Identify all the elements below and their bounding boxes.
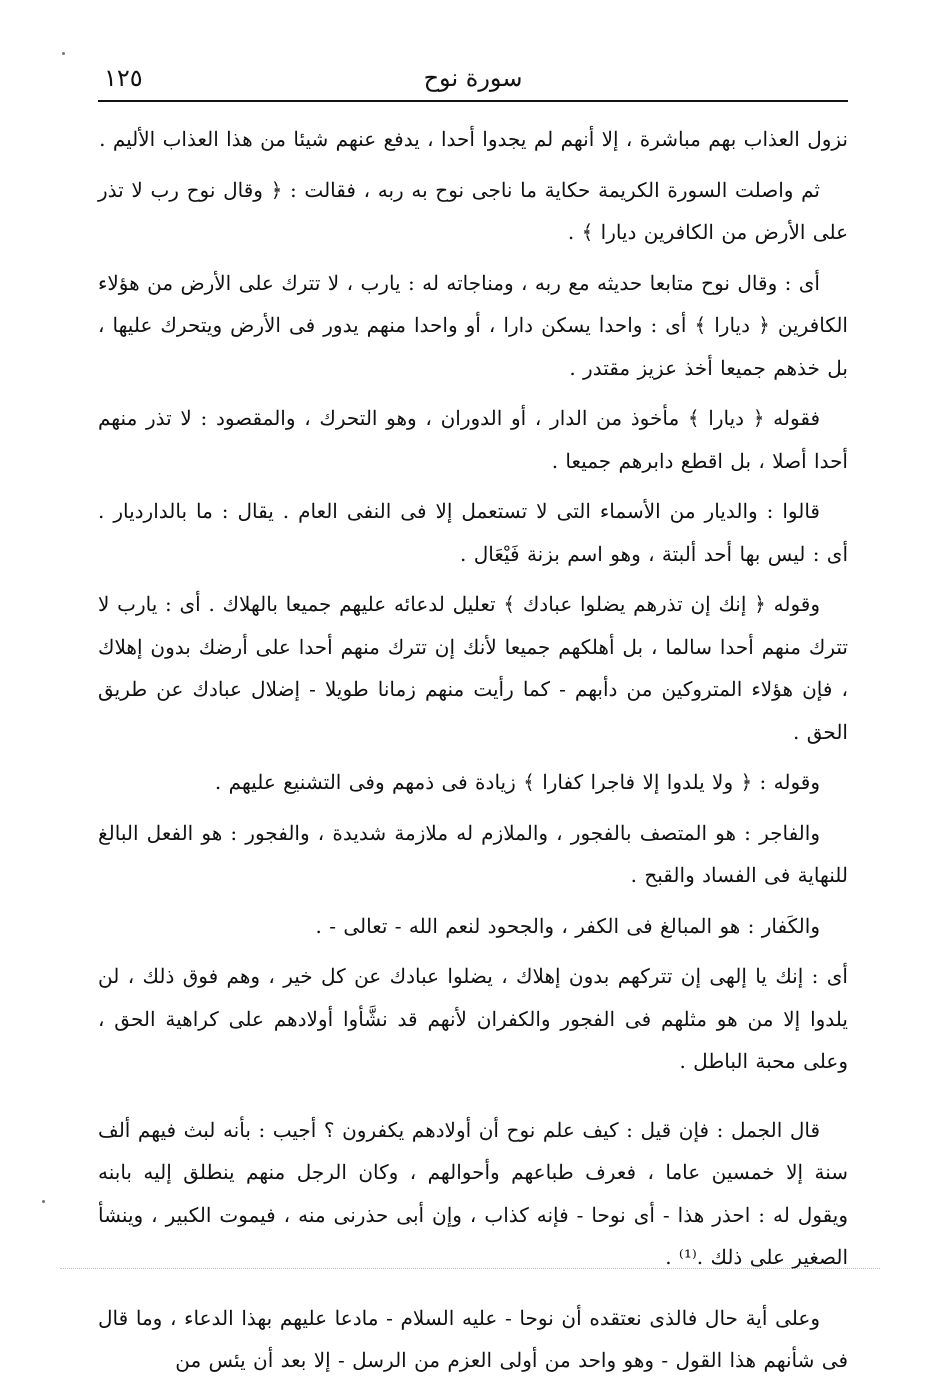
paragraph: أى : إنك يا إلهى إن تتركهم بدون إهلاك ، يضلوا عبادك عن كل خير ، وهم فوق ذلك ، لن يلدوا إلا من هو مثلهم فى الفجور والكفران لأنهم قد نشَّأوا أولادهم على كراهية الحق ، وعلى محبة الباطل . — [98, 964, 848, 1073]
paragraph: وقوله ﴿ إنك إن تذرهم يضلوا عبادك ﴾ تعليل لدعائه عليهم جميعا بالهلاك . أى : يارب لا تترك منهم أحدا سالما ، بل أهلكهم جميعا لأنك إن تترك منهم أحدا على أرضك بدون إهلاك ، فإن هؤلاء المتروكين من دأبهم - كما رأيت منهم زمانا طويلا - إضلال عبادك عن طريق الحق . — [98, 592, 848, 744]
scan-speck — [42, 1200, 45, 1203]
page-number: ١٢٥ — [104, 64, 143, 92]
paragraph: ثم واصلت السورة الكريمة حكاية ما ناجى نوح به ربه ، فقالت : ﴿ وقال نوح رب لا تذر على الأرض من الكافرين ديارا ﴾ . — [98, 177, 848, 244]
paragraph: وقوله : ﴿ ولا يلدوا إلا فاجرا كفارا ﴾ زيادة فى ذمهم وفى التشنيع عليهم . — [214, 770, 820, 794]
running-title: سورة نوح — [423, 64, 523, 92]
paragraph: قالوا : والديار من الأسماء التى لا تستعمل إلا فى النفى العام . يقال : ما بالدارديار . أى : ليس بها أحد ألبتة ، وهو اسم بزنة فَيْعَال . — [98, 499, 848, 566]
scan-speck — [62, 52, 65, 55]
paragraph: والكَفار : هو المبالغ فى الكفر ، والجحود لنعم الله - تعالى - . — [315, 913, 820, 938]
paragraph: والفاجر : هو المتصف بالفجور ، والملازم له ملازمة شديدة ، والفجور : هو الفعل البالغ للنهاية فى الفساد والقبح . — [98, 820, 848, 887]
paragraph: نزول العذاب بهم مباشرة ، إلا أنهم لم يجدوا أحدا ، يدفع عنهم شيئا من هذا العذاب الأليم . — [99, 127, 848, 151]
header-rule — [98, 100, 848, 102]
page-header — [98, 58, 848, 98]
paragraph: أى : وقال نوح متابعا حديثه مع ربه ، ومناجاته له : يارب ، لا تترك على الأرض من هؤلاء الكافرين ﴿ ديارا ﴾ أى : واحدا يسكن دارا ، أو واحدا منهم يدور فى الأرض ويتحرك عليها ، بل خذهم جميعا أخذ عزيز مقتدر . — [98, 270, 848, 380]
scan-edge-dots — [60, 1268, 880, 1269]
paragraph: قال الجمل : فإن قيل : كيف علم نوح أن أولادهم يكفرون ؟ أجيب : بأنه لبث فيهم ألف سنة إلا خمسين عاما ، فعرف طباعهم وأحوالهم ، وكان الرجل منهم ينطلق إليه بابنه ويقول له : احذر هذا - أى نوحا - فإنه كذاب ، وإن أبى حذرنى منه ، فيموت الكبير ، وينشأ الصغير على ذلك .⁽¹⁾ . — [98, 1117, 848, 1269]
body-text — [98, 118, 848, 1382]
paragraph: وعلى أية حال فالذى نعتقده أن نوحا - عليه السلام - مادعا عليهم بهذا الدعاء ، وما قال فى شأنهم هذا القول - وهو واحد من أولى العزم من الرسل - إلا بعد أن يئس من — [98, 1305, 848, 1372]
paragraph: فقوله ﴿ ديارا ﴾ مأخوذ من الدار ، أو الدوران ، وهو التحرك ، والمقصود : لا تذر منهم أحدا أصلا ، بل اقطع دابرهم جميعا . — [98, 406, 848, 473]
